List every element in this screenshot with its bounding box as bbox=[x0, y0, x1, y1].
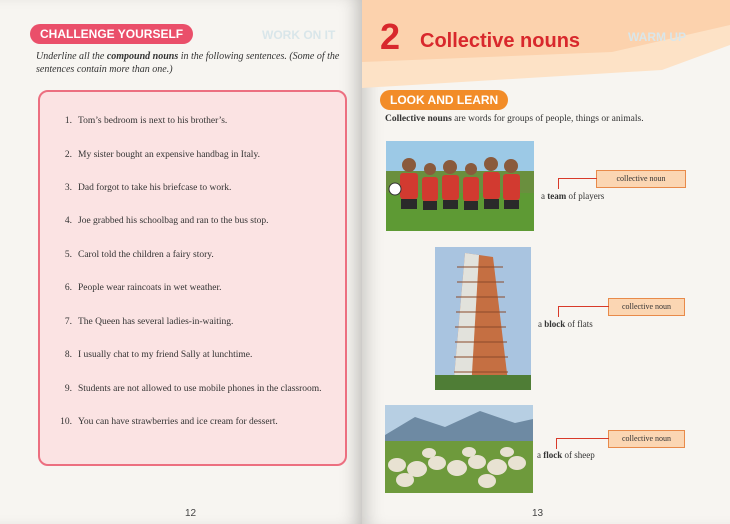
sentence-number: 3. bbox=[64, 183, 72, 193]
tag-arrow bbox=[556, 438, 609, 449]
challenge-heading: CHALLENGE YOURSELF bbox=[30, 24, 193, 44]
ghost-heading: WORK ON IT bbox=[262, 28, 336, 42]
look-and-learn-heading: LOOK AND LEARN bbox=[380, 90, 508, 110]
tag-arrow bbox=[558, 178, 597, 189]
sentence-number: 10. bbox=[60, 417, 72, 427]
example-caption: a flock of sheep bbox=[537, 450, 595, 460]
sentence-row bbox=[54, 116, 227, 126]
apartment-tower-photo bbox=[435, 247, 531, 390]
sentence-text: My sister bought an expensive handbag in Italy. bbox=[78, 150, 260, 160]
sentence-text: Joe grabbed his schoolbag and ran to the bus stop. bbox=[78, 216, 269, 226]
example-caption: a team of players bbox=[541, 191, 605, 201]
ghost-heading: WARM UP bbox=[628, 30, 686, 44]
sentence-text: Dad forgot to take his briefcase to work. bbox=[78, 183, 232, 193]
chapter-number: 2 bbox=[380, 16, 401, 57]
intro-text bbox=[385, 114, 644, 124]
collective-noun-tag: collective noun bbox=[596, 170, 686, 188]
sentence-number: 8. bbox=[64, 350, 72, 360]
sentence-row bbox=[54, 216, 269, 226]
sentence-number: 2. bbox=[64, 150, 72, 160]
page-number: 13 bbox=[532, 508, 544, 519]
left-page bbox=[0, 0, 362, 524]
sentence-row bbox=[54, 417, 278, 427]
intro-emphasis: Collective nouns bbox=[385, 114, 452, 124]
sentence-row bbox=[54, 350, 252, 360]
sentence-row bbox=[54, 183, 231, 193]
sentence-number: 7. bbox=[64, 317, 72, 327]
football-team-photo bbox=[386, 141, 534, 231]
sentence-row bbox=[54, 250, 214, 260]
sentence-number: 9. bbox=[64, 384, 72, 394]
sentence-text: I usually chat to my friend Sally at lunchtime. bbox=[78, 350, 253, 360]
sentence-text: The Queen has several ladies-in-waiting. bbox=[78, 317, 234, 327]
sentence-row bbox=[54, 283, 222, 293]
collective-noun-tag: collective noun bbox=[608, 430, 685, 448]
sentence-text: Tom’s bedroom is next to his brother’s. bbox=[78, 116, 228, 126]
sentence-row bbox=[54, 384, 322, 394]
sentences-box bbox=[38, 90, 347, 466]
page-number: 12 bbox=[185, 508, 197, 519]
chapter-title: Collective nouns bbox=[420, 30, 581, 52]
sentence-text: Students are not allowed to use mobile phones in the classroom. bbox=[78, 384, 322, 394]
sentence-number: 1. bbox=[64, 116, 72, 126]
collective-noun-tag: collective noun bbox=[608, 298, 685, 316]
sheep-flock-photo bbox=[385, 405, 533, 493]
sentence-number: 5. bbox=[64, 250, 72, 260]
instruction-part: in the following sentences. (Some of the sentences contain more than one.) bbox=[36, 51, 340, 75]
tag-arrow bbox=[558, 306, 609, 317]
sentence-text: You can have strawberries and ice cream for dessert. bbox=[78, 417, 278, 427]
sentence-text: Carol told the children a fairy story. bbox=[78, 250, 214, 260]
sentence-number: 4. bbox=[64, 216, 72, 226]
instruction-part: Underline all the bbox=[36, 51, 107, 62]
intro-rest: are words for groups of people, things or animals. bbox=[451, 114, 644, 124]
sentence-row bbox=[54, 317, 233, 327]
sentence-number: 6. bbox=[64, 283, 72, 293]
instruction-text bbox=[36, 50, 346, 76]
sentence-row bbox=[54, 150, 260, 160]
sentence-text: People wear raincoats in wet weather. bbox=[78, 283, 222, 293]
instruction-emphasis: compound nouns bbox=[106, 51, 179, 62]
example-caption: a block of flats bbox=[538, 319, 593, 329]
